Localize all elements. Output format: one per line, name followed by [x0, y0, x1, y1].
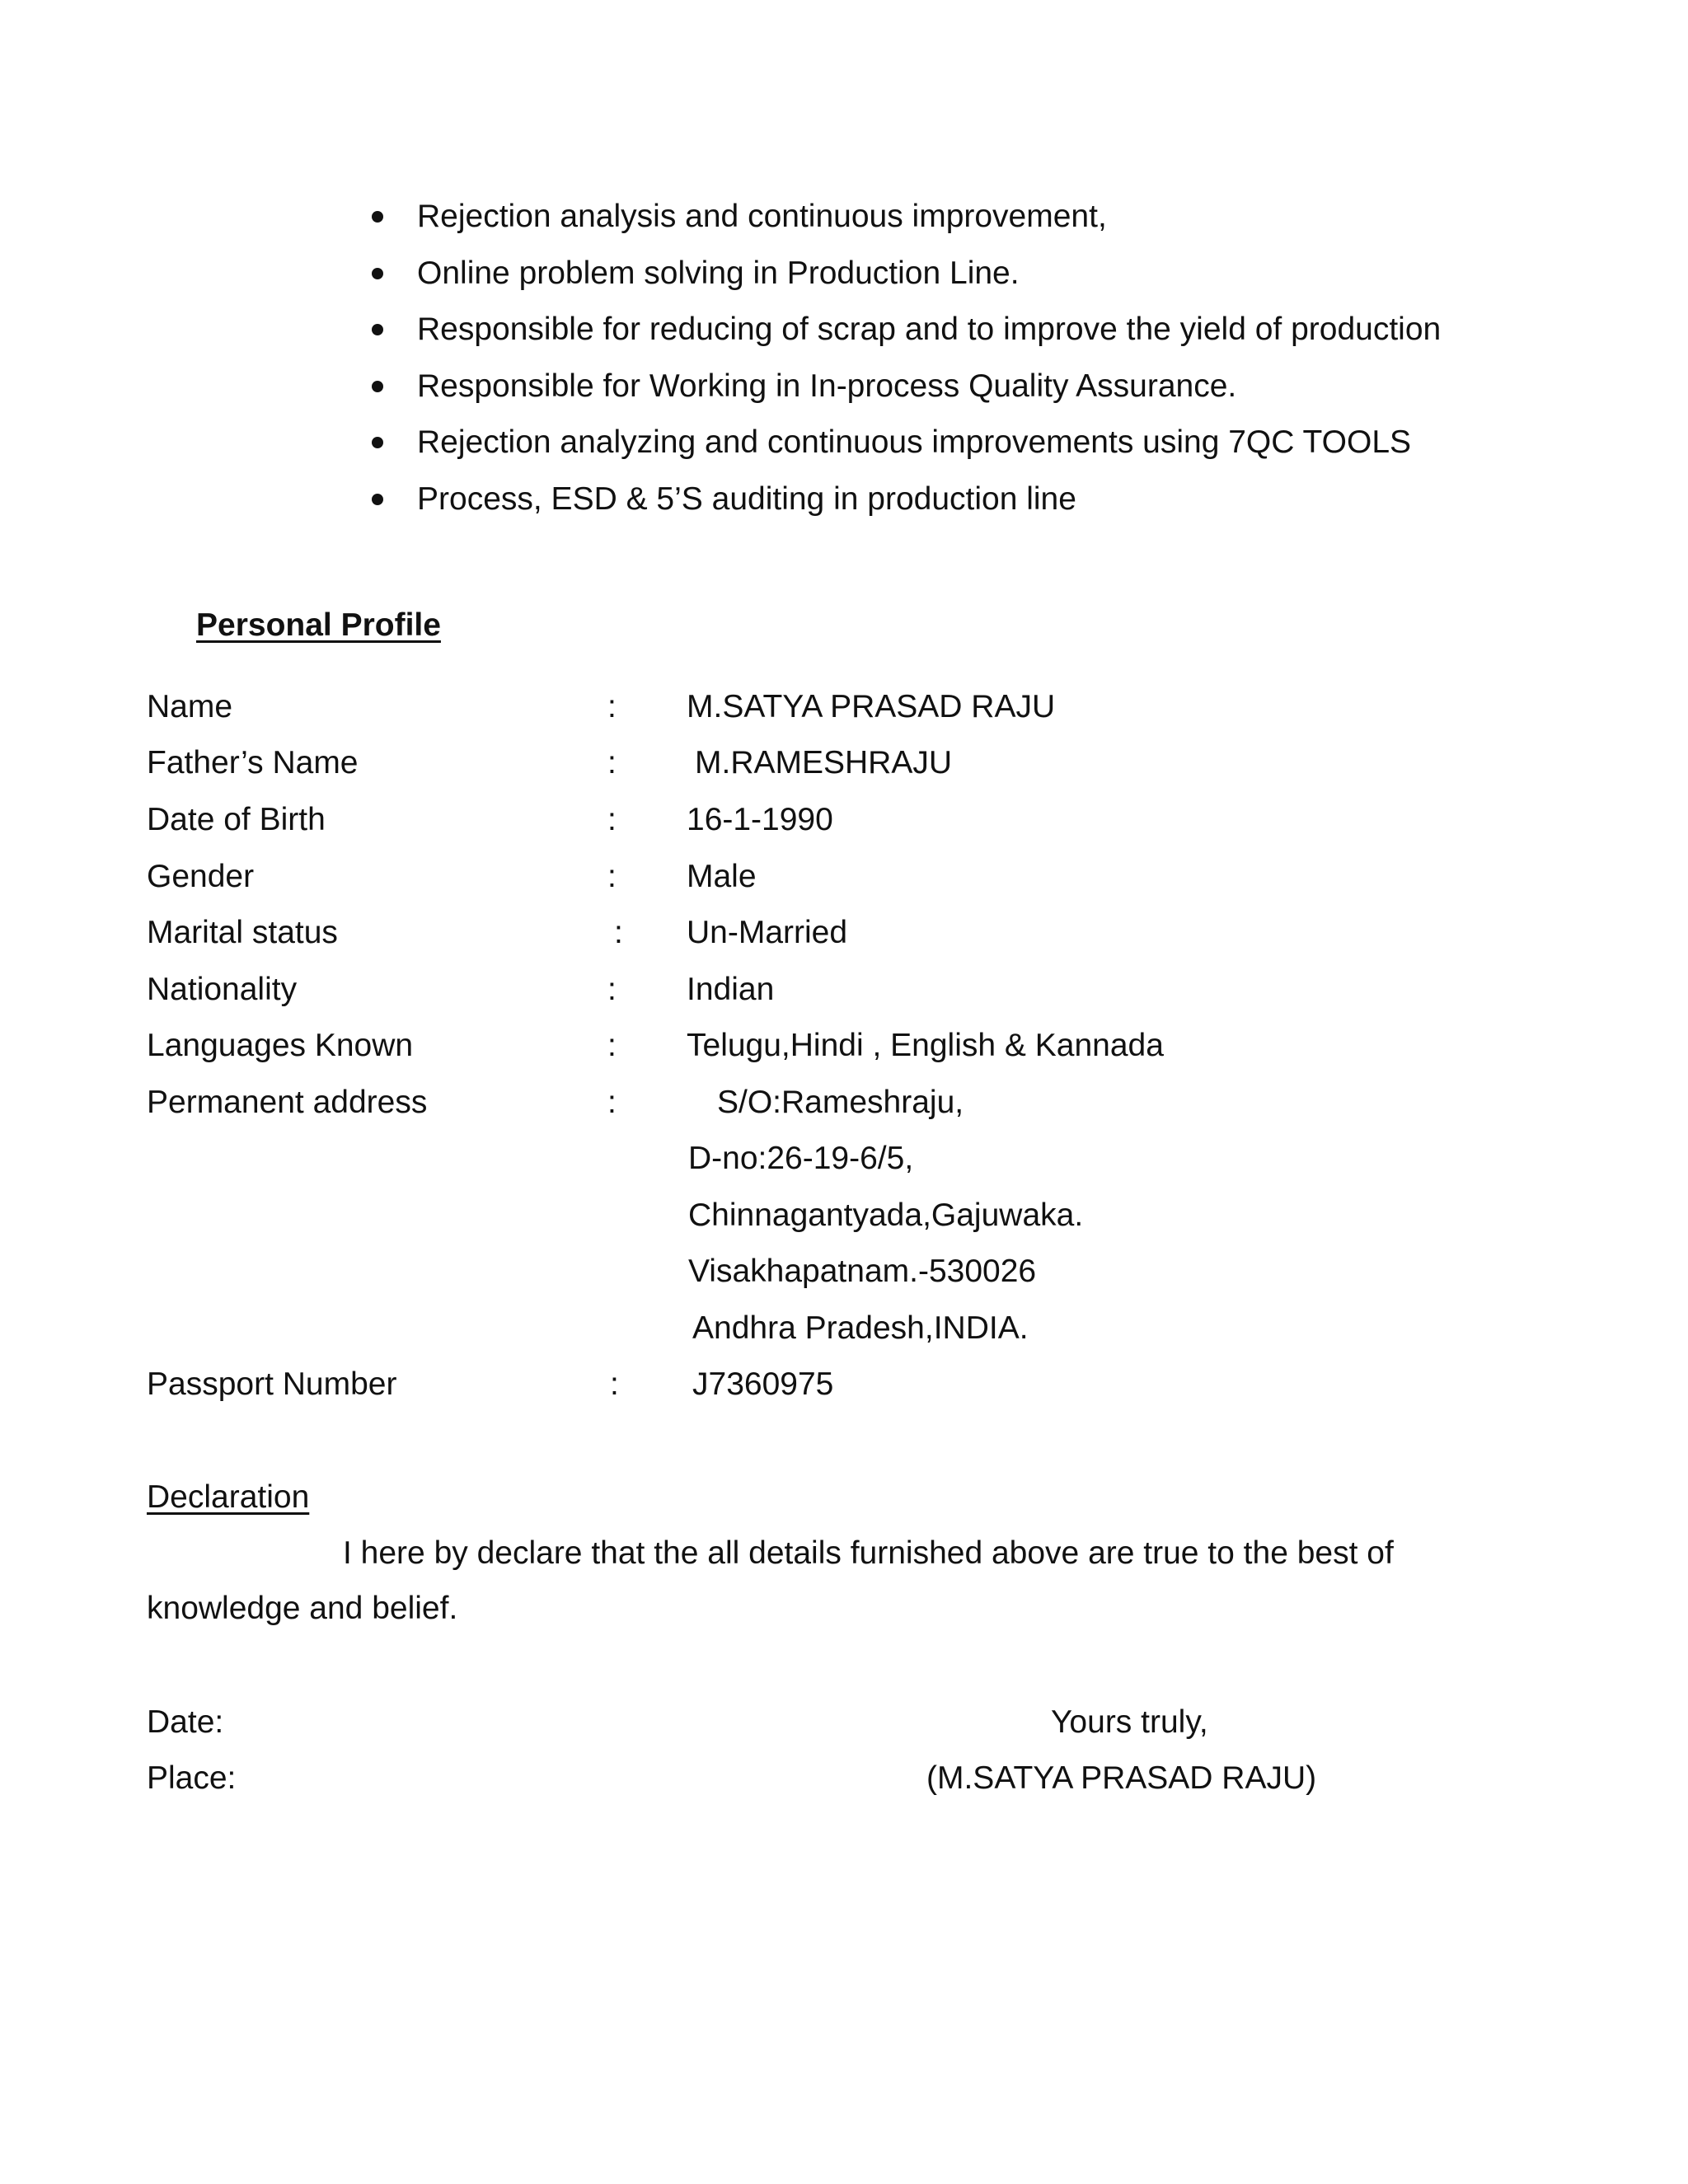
field-label: Name	[147, 689, 233, 724]
duty-text: Online problem solving in Production Line.	[417, 255, 1020, 291]
field-value: Telugu,Hindi , English & Kannada	[687, 1028, 1164, 1063]
field-separator: :	[607, 689, 617, 724]
field-separator: :	[607, 802, 617, 837]
place-label: Place:	[147, 1760, 237, 1796]
field-label: Father’s Name	[147, 745, 359, 780]
bullet-icon	[372, 211, 383, 223]
field-label: Nationality	[147, 972, 298, 1007]
field-label: Marital status	[147, 915, 338, 950]
duty-text: Responsible for reducing of scrap and to improve the yield of production	[417, 312, 1442, 347]
address-line: Visakhapatnam.-530026	[688, 1254, 1037, 1289]
declaration-text-line-2: knowledge and belief.	[147, 1591, 458, 1626]
field-value: J7360975	[692, 1366, 834, 1402]
field-label: Permanent address	[147, 1085, 428, 1120]
field-separator: :	[607, 972, 617, 1007]
address-line: D-no:26-19-6/5,	[688, 1141, 914, 1176]
signature-name: (M.SATYA PRASAD RAJU)	[926, 1760, 1317, 1796]
bullet-icon	[372, 381, 383, 392]
field-separator: :	[607, 1028, 617, 1063]
field-value: M.SATYA PRASAD RAJU	[687, 689, 1056, 724]
section-heading-personal-profile: Personal Profile	[196, 607, 441, 643]
field-value: M.RAMESHRAJU	[695, 745, 953, 780]
field-value: S/O:Rameshraju,	[717, 1085, 964, 1120]
bullet-icon	[372, 437, 383, 448]
field-separator: :	[607, 745, 617, 780]
bullet-icon	[372, 268, 383, 279]
bullet-icon	[372, 494, 383, 505]
section-heading-declaration: Declaration	[147, 1479, 310, 1515]
bullet-icon	[372, 324, 383, 335]
field-label: Languages Known	[147, 1028, 414, 1063]
field-value: Indian	[687, 972, 775, 1007]
field-value: 16-1-1990	[687, 802, 833, 837]
field-value: Un-Married	[687, 915, 848, 950]
address-line: Chinnagantyada,Gajuwaka.	[688, 1197, 1084, 1233]
duty-text: Rejection analyzing and continuous improvements using 7QC TOOLS	[417, 424, 1412, 460]
field-label: Gender	[147, 859, 255, 894]
field-label: Passport Number	[147, 1366, 397, 1402]
duty-text: Process, ESD & 5’S auditing in production line	[417, 481, 1076, 517]
field-label: Date of Birth	[147, 802, 326, 837]
duty-text: Rejection analysis and continuous improvement,	[417, 199, 1107, 234]
closing-text: Yours truly,	[1051, 1704, 1208, 1740]
duty-text: Responsible for Working in In-process Quality Assurance.	[417, 368, 1237, 404]
declaration-text-line-1: I here by declare that the all details furnished above are true to the best of	[343, 1535, 1394, 1571]
field-separator: :	[607, 1085, 617, 1120]
field-separator: :	[607, 859, 617, 894]
field-value: Male	[687, 859, 757, 894]
date-label: Date:	[147, 1704, 224, 1740]
field-separator: :	[610, 1366, 619, 1402]
address-line: Andhra Pradesh,INDIA.	[692, 1310, 1029, 1346]
field-separator: :	[614, 915, 623, 950]
